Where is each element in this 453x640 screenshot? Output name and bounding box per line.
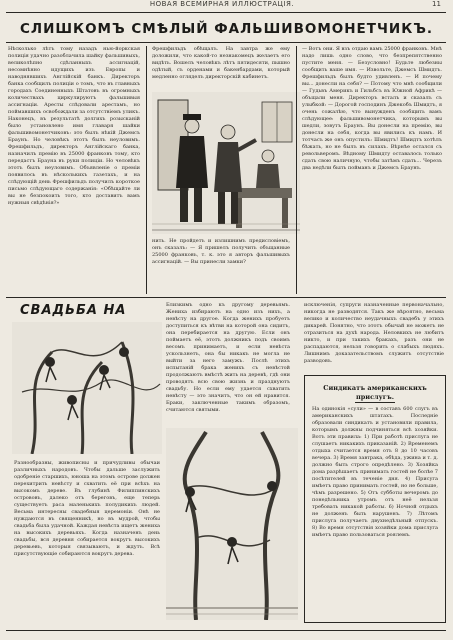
- article-title-tree-wedding: СВАДЬБА НА: [20, 303, 127, 318]
- article1-column-mid-bottom: нить. Не пройдетъ и излишнимъ предисловіемъ, онъ сказалъ: — Я пришелъ получить объщанные 25000 франковъ, т. к. это я авторъ фальшивыхъ ассигнацій. — Вы принесли замки?: [152, 238, 290, 265]
- article2-column-right: исключенія, супруги назначенные первоначально, никогда не разводятся. Такъ же вѣроятно, весьма велико и количество неудачныхъ свадебъ у этихъ дикарей. Понятно, что этотъ обычай не можетъ не отразиться на духѣ народа. Неловкихъ не любитъ никто, и при такихъ бракахъ, разъ они не распадаются, нельзя говорить о слабыхъ людяхъ. Лишнимъ доказательствомъ служитъ отсутствіе разводовъ.: [304, 302, 444, 364]
- counterfeiter-illustration: [152, 92, 300, 234]
- section-rule: [6, 297, 446, 298]
- box-title: Синдикатъ американскихъ прислугъ.: [323, 384, 427, 401]
- page-number: 11: [432, 0, 441, 8]
- box-text: На одинокія «сули» — в составъ 600 слугъ въ американскихъ штатахъ. Последніе образовали синдикатъ и установили правила, которымъ должны подчиняться всѣ хозяйки. Вотъ эти правила: 1) При работѣ прислуга не слушаетъ никакихъ приказаній. 2) Временемъ отдыха считается время отъ 8 до 10 часовъ вечера. 3) Время завтрака, обѣда, ужина и т. д. должно быть строго опредѣлено. 3) Хозяйка дома разрѣшаетъ принимать гостей не болѣе 7 посѣтителей въ теченіе дня. 4) Присуга имѣетъ право принимать гостей, но не больше, чѣмъ разрешено. 5) Отъ субботы вечеромъ до понедѣльника утромъ отъ неё нельзя требовать никакой работы. 6) Ночной отдыхъ не долженъ быть нарушенъ. 7) Лѣтомъ прислуга получаетъ двухнедѣльный отпускъ. 8) Во время отсутствія хозяйки дома прислуга имѣетъ право пользоваться роялемъ.: [312, 406, 438, 538]
- box-title-rule: [355, 402, 395, 403]
- article1-column-left: Нѣсколько лѣтъ тому назадъ нью-йоркская полиція удачно разоблачила шайку фальшивыхъ, великолѣпно сдѣланныхъ ассигнацій, несомнѣнно идущихъ изъ Европы и наводнявшихъ Англійскій банкъ. Директоръ банка сообщилъ полиціи о томъ, что въ главныхъ городахъ Соединенныхъ Штатовъ въ огромныхъ количествахъ циркулируютъ фальшивыя ассигнаціи. Аресты слѣдовали арестамъ, но поймавшихъ освобождали за отсутствіемъ уликъ. Наконецъ, въ результатѣ долгихъ розысканій было установлено имя главаря шайки фальшивомонетчиковъ: это былъ нѣкій Джемсъ Браунъ. Но человѣкъ этотъ былъ неуловимъ. Фрешфильдъ, директоръ Англійскаго банка, назначилъ премію въ 25000 франковъ тому, кто передастъ Брауна въ руки полиціи. Но человѣкъ этотъ былъ неуловимъ. Объявленіе о преміи появилось въ нѣсколькихъ газетахъ, и на слѣдующій день Фрешфильдъ получилъ короткое письмо слѣдующаго содержанія: «Обѣщайте ли вы не безпокоить того, кто доставитъ вамъ нужныя свѣдѣнія?»: [8, 46, 140, 206]
- article1-column-right: — Вотъ они. Я взъ отдаю вамъ 25000 франковъ. Мнѣ надо лишь одно слово, что безпрепятственно пустите меня. — Безусловно! Будьте любезны сообщить ваше имя. — Извольте, Джемсъ Шмидтъ. Фрешфильдъ былъ будто удивленъ. — И почему вы... донесли на себя? — Потому что мнѣ сообщили — Гудьвъ Америкъ и Гильбсъ въ Южной Африкѣ — объщали меня. Директоръ всталъ и сказалъ съ улыбкой: — Дорогой господинъ Джекобъ Шмидтъ, я очень сожалѣю, что вынужденъ сообщить вамъ слѣдующее: фальшивомонетчика, которымъ вы шедли, зовутъ Браунъ. Вы донесли на премію, вы донесли на себя, когда вы явились къ намъ. И тотчасъ же онъ опустилъ: Шмидтъ! Шмидтъ хотѣлъ бѣжать, но не былъ въ силахъ. Вѣрнѣе остался съ револьверомъ. Вѣдному Шмидту оставалось только сдать свою наличную, чтобы затѣмъ сдать... Черезъ два недѣли былъ пойманъ и Джемсъ Браунъ.: [302, 46, 442, 171]
- bottom-rule: [6, 630, 446, 631]
- tree-wedding-drawing-top: [12, 322, 162, 454]
- article2-column-mid: Близкимъ одно къ другому деревьямъ. Жениха избираютъ на одно изъ нихъ, а невѣсту на другое. Когда женихъ пробуетъ доступиться къ вѣтви на которой она сидитъ, она перебирается на другую. Если онъ поймаетъ её, этотъ должникъ подъ своимъ весомъ принимаетъ, и если невѣста ускользнетъ, она бы никакъ не могла не выйти за него замужъ. Послѣ этихъ испытаній брака женихъ съ невѣстой продолжаютъ вмѣстѣ жить на деревѣ, гдѣ они проводятъ всю свою жизнь и празднуютъ свадьбу. Но если ему удается схватить невѣсту — это значитъ, что он ей нравится. Браки, заключенные такимъ образомъ, считаются святыми.: [166, 302, 290, 413]
- title-underline: [6, 42, 446, 43]
- tree-wedding-illustration-bottom: [166, 428, 298, 620]
- article2-column-left: Разнообразны, живописны и причудливы обычаи различныхъ народовъ. Чтобы дальше заслужить одобреніе старшихъ, юноша на этомъ острове должен перехитрить невѣсту и схватить её при всѣхъ на высокомъ дереве. Въ глубинѣ Филиппинскихъ острововъ, далеко отъ береговъ, еще теперь существуетъ раса маленькихъ полудикихъ людей. Весьма интересны свадебныя церемоніи. Онѣ не нуждаются въ священникѣ, но въ мудрой, чтобы свадьба была удачной. Каждая невѣста ищетъ жениха на высокихъ деревьяхъ. Когда назначенъ день свадьбы, вся деревня собирается вокругъ высокихъ деревьевъ, которыя связываютъ, и ждутъ. Всѣ присутствующіе собираются вокругъ дерева.: [14, 460, 160, 557]
- tree-wedding-drawing-bottom: [166, 428, 298, 620]
- column-divider: [146, 46, 147, 294]
- top-rule: [6, 12, 446, 13]
- article-title-counterfeiter: СЛИШКОМЪ СМѢЛЫЙ ФАЛЬШИВОМОНЕТЧИКЪ.: [19, 21, 434, 37]
- tree-wedding-illustration: [12, 322, 162, 454]
- counterfeiter-drawing: [152, 92, 300, 234]
- running-title: НОВАЯ ВСЕМИРНАЯ ИЛЛЮСТРАЦІЯ.: [149, 0, 295, 8]
- article1-column-mid-top: Фрешфильдъ обѣщалъ. На завтра же ему доложили, что какой-то незнакомецъ желаетъ его видѣть. Вошелъ человѣкъ лѣтъ пятидесяти, пышно одѣтый, съ орденами и бакенбардами, который медленно огляделъ директорскій кабинетъ.: [152, 46, 290, 80]
- column-divider: [296, 46, 297, 294]
- servants-syndicate-box: [304, 375, 446, 623]
